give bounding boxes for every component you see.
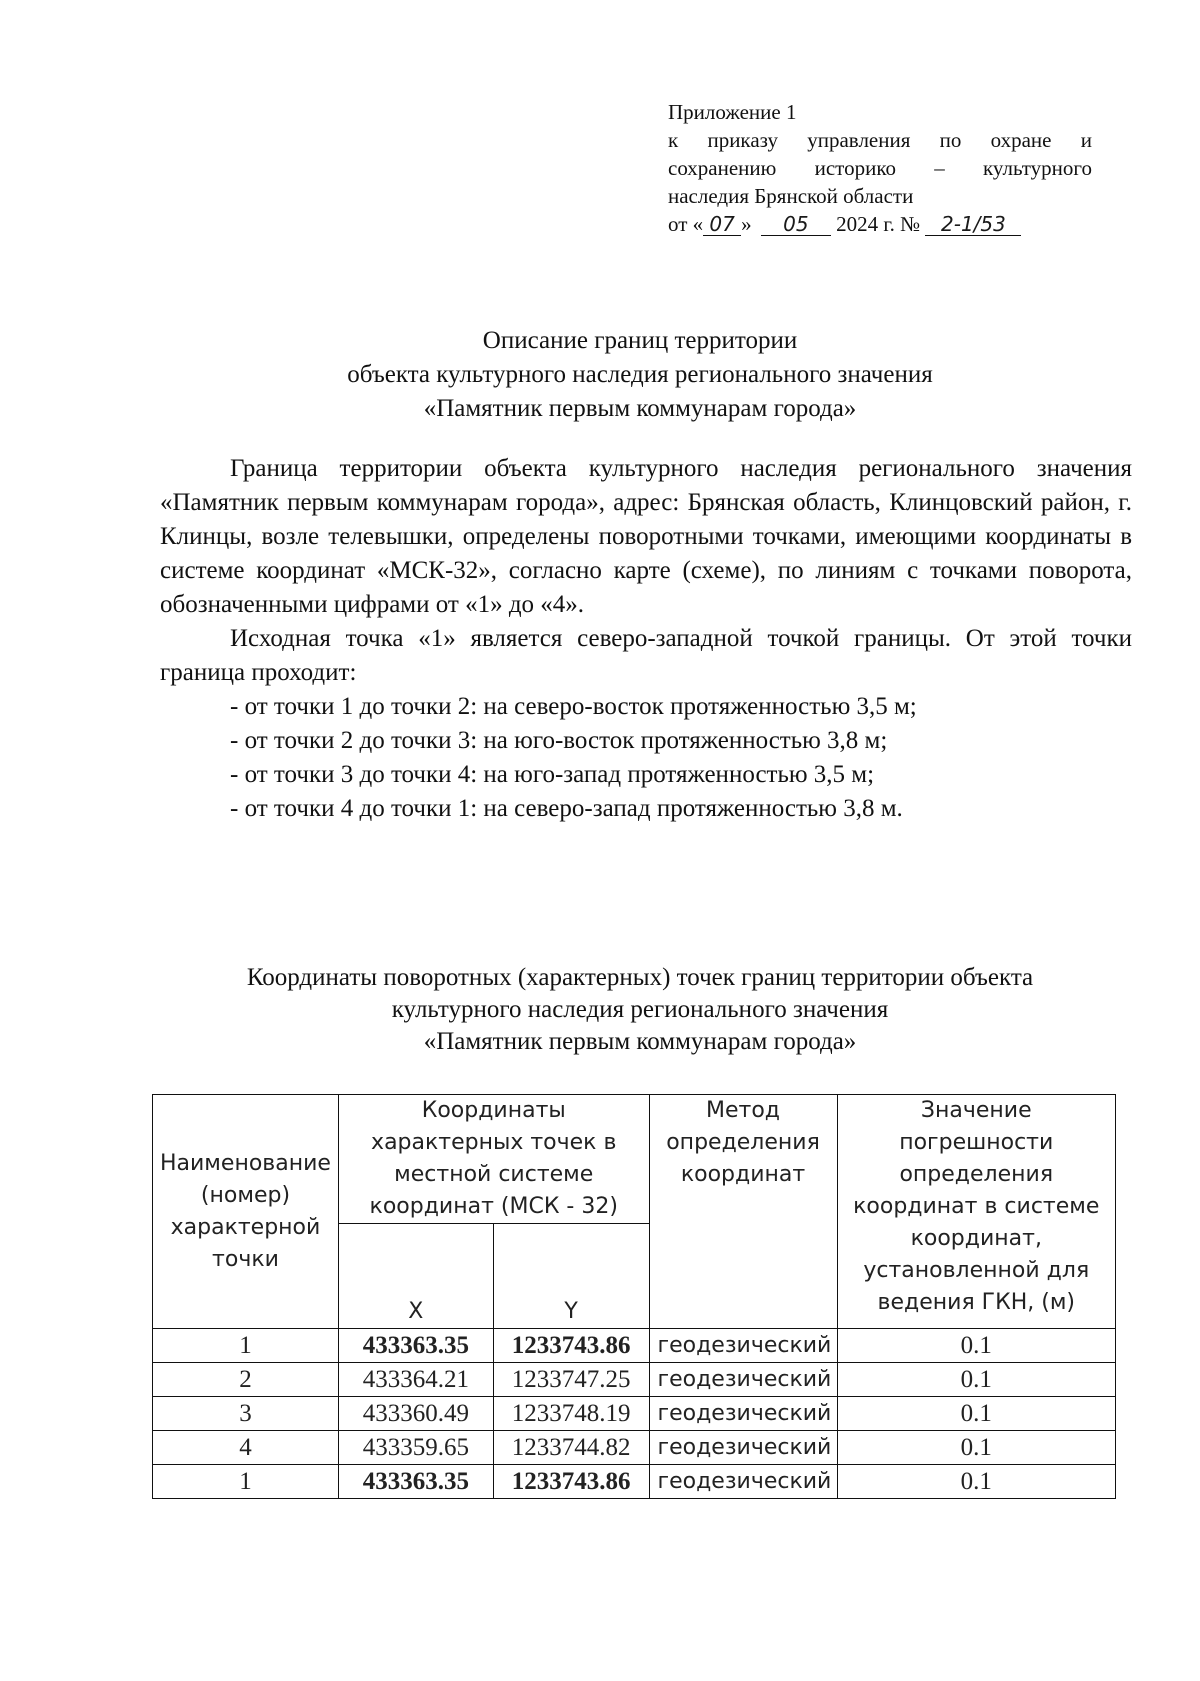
cell-point: 1 [153,1465,339,1499]
table-row [153,1431,1116,1465]
cell-x: 433364.21 [338,1363,493,1397]
annex-title: Приложение 1 [668,100,797,124]
header-point-name: Наименование (номер) характерной точки [153,1095,339,1329]
cell-method: геодезический [649,1329,837,1363]
table-row [153,1465,1116,1499]
paragraph-boundary: Граница территории объекта культурного наследия регионального значения «Памятник первым коммунарам города», адрес: Брянская область, Клинцовский район, г. Клинцы, возле телевышки, определены поворотными точками, имеющими координаты в системе координат «МСК-32», согласно карте (схеме), по линиям с точками поворота, обозначенными цифрами от «1» до «4». [160,455,1132,618]
description-body [160,452,1132,826]
cell-x: 433360.49 [338,1397,493,1431]
header-y: Y [493,1224,649,1329]
cell-method: геодезический [649,1397,837,1431]
cell-method: геодезический [649,1363,837,1397]
table-row [153,1329,1116,1363]
table-header-row [153,1095,1116,1224]
cell-error: 0.1 [837,1431,1115,1465]
cell-y: 1233747.25 [493,1363,649,1397]
cell-error: 0.1 [837,1397,1115,1431]
annex-date-line [668,210,1092,238]
segment-item: - от точки 4 до точки 1: на северо-запад протяженностью 3,8 м. [230,795,903,822]
cell-point: 4 [153,1431,339,1465]
header-x: X [338,1224,493,1329]
table-title-line: Координаты поворотных (характерных) точек границ территории объекта [246,964,1034,991]
table-title-line: «Памятник первым коммунарам города» [423,1028,857,1055]
cell-point: 3 [153,1397,339,1431]
header-coordinates: Координаты характерных точек в местной системе координат (МСК - 32) [338,1095,649,1224]
document-title [120,324,1160,426]
handwritten-month: 05 [761,213,831,236]
cell-y: 1233748.19 [493,1397,649,1431]
segment-item: - от точки 1 до точки 2: на северо-восток протяженностью 3,5 м; [230,693,917,720]
date-day-suffix: » [741,212,752,236]
cell-y: 1233743.86 [493,1465,649,1499]
title-line: Описание границ территории [482,327,798,354]
cell-point: 2 [153,1363,339,1397]
cell-x: 433359.65 [338,1431,493,1465]
table-row [153,1363,1116,1397]
paragraph-start-point: Исходная точка «1» является северо-западной точкой границы. От этой точки граница проходит: [160,625,1132,686]
annex-line: к приказу управления по охране и [668,128,1092,152]
table-title-line: культурного наследия регионального значения [391,996,889,1023]
segment-item: - от точки 3 до точки 4: на юго-запад протяженностью 3,5 м; [230,761,875,788]
title-line: объекта культурного наследия регионального значения [347,361,933,388]
cell-x: 433363.35 [338,1329,493,1363]
annex-line: сохранению историко – культурного [668,156,1092,180]
cell-error: 0.1 [837,1363,1115,1397]
cell-error: 0.1 [837,1329,1115,1363]
coordinates-table [152,1094,1116,1499]
handwritten-order-number: 2-1/53 [925,213,1021,236]
header-error: Значение погрешности определения координат в системе координат, установленной для ведения ГКН, (м) [837,1095,1115,1329]
date-prefix: от « [668,212,704,236]
cell-y: 1233744.82 [493,1431,649,1465]
cell-point: 1 [153,1329,339,1363]
table-row [153,1397,1116,1431]
cell-method: геодезический [649,1431,837,1465]
table-title [120,962,1160,1058]
segment-item: - от точки 2 до точки 3: на юго-восток протяженностью 3,8 м; [230,727,888,754]
header-method: Метод определения координат [649,1095,837,1329]
cell-y: 1233743.86 [493,1329,649,1363]
handwritten-day: 07 [703,213,741,236]
title-line: «Памятник первым коммунарам города» [423,395,857,422]
cell-method: геодезический [649,1465,837,1499]
date-year: 2024 г. № [836,212,921,236]
cell-error: 0.1 [837,1465,1115,1499]
annex-header [668,98,1092,238]
annex-line: наследия Брянской области [668,184,914,208]
cell-x: 433363.35 [338,1465,493,1499]
